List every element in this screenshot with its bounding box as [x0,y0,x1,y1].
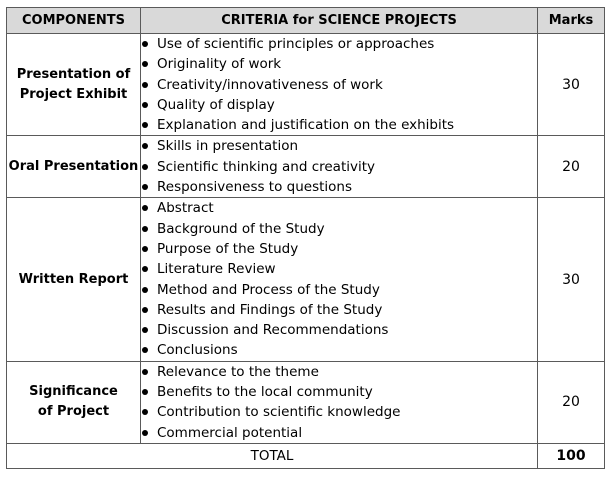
marks-cell: 30 [538,198,605,361]
criteria-item: Background of the Study [141,219,537,239]
criteria-item: Responsiveness to questions [141,177,537,197]
criteria-item: Originality of work [141,54,537,74]
criteria-item: Purpose of the Study [141,239,537,259]
criteria-item: Contribution to scientific knowledge [141,402,537,422]
component-cell [7,34,141,136]
criteria-item: Commercial potential [141,423,537,443]
table-row [7,34,605,136]
component-cell [7,136,141,198]
criteria-list [141,136,537,197]
total-row [7,443,605,468]
criteria-item: Creativity/innovativeness of work [141,75,537,95]
criteria-item: Method and Process of the Study [141,280,537,300]
criteria-item: Discussion and Recommendations [141,320,537,340]
criteria-list [141,34,537,135]
component-label: Written Report [18,271,129,287]
table-row [7,198,605,361]
component-label: Project Exhibit [19,86,128,102]
marks-cell: 20 [538,136,605,198]
header-row [7,8,605,34]
criteria-item: Skills in presentation [141,136,537,156]
criteria-item: Results and Findings of the Study [141,300,537,320]
criteria-item: Relevance to the theme [141,362,537,382]
component-label: of Project [37,404,110,420]
criteria-table [6,7,605,469]
criteria-item: Conclusions [141,340,537,360]
marks-cell: 20 [538,361,605,443]
criteria-cell [141,34,538,136]
criteria-item: Explanation and justification on the exhibits [141,115,537,135]
criteria-cell [141,136,538,198]
component-label: Significance [29,384,118,400]
component-label: Presentation of [16,66,131,82]
criteria-cell [141,361,538,443]
component-cell [7,198,141,361]
criteria-item: Use of scientific principles or approaches [141,34,537,54]
criteria-item: Literature Review [141,259,537,279]
component-label: Oral Presentation [8,158,139,174]
criteria-cell [141,198,538,361]
header-criteria: CRITERIA for SCIENCE PROJECTS [141,8,538,34]
criteria-item: Scientific thinking and creativity [141,157,537,177]
table-row [7,361,605,443]
total-marks: 100 [538,443,605,468]
marks-cell: 30 [538,34,605,136]
header-marks: Marks [538,8,605,34]
header-components: COMPONENTS [7,8,141,34]
criteria-item: Benefits to the local community [141,382,537,402]
total-label: TOTAL [7,443,538,468]
criteria-list [141,362,537,443]
criteria-item: Abstract [141,198,537,218]
criteria-item: Quality of display [141,95,537,115]
component-cell [7,361,141,443]
table-row [7,136,605,198]
criteria-list [141,198,537,360]
